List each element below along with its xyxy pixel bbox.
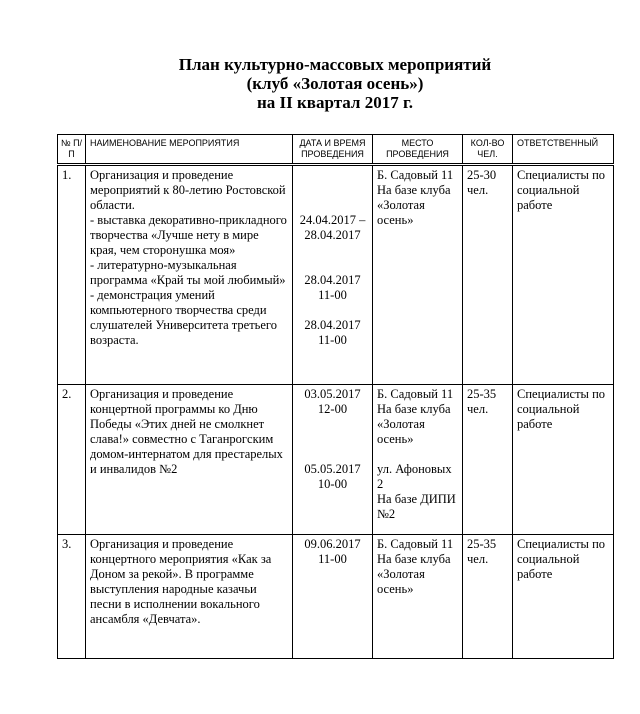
event-date: 28.04.2017 [304,318,361,332]
event-date: 09.06.2017 [304,537,361,551]
event-subitem: - демонстрация умений компьютерного творчества среди слушателей Университета третьего возраста. [90,288,277,347]
event-dates [293,385,373,535]
event-name [86,165,293,385]
event-dates [293,165,373,385]
event-date: 03.05.2017 [304,387,361,401]
event-place-alt-base: На базе ДИПИ №2 [377,492,456,521]
event-name: Организация и проведение концертной программы ко Дню Победы «Этих дней не смолкнет слава!» совместно с Таганрогским домом-интернатом для престарелых и инвалидов №2 [86,385,293,535]
table-header-row [58,135,614,165]
row-number: 1. [58,165,86,385]
event-dates [293,535,373,659]
document-title [0,55,640,112]
event-count: 25-30 чел. [463,165,513,385]
event-time: 11-00 [318,288,347,302]
header-name: НАИМЕНОВАНИЕ МЕРОПРИЯТИЯ [86,135,293,165]
event-place [373,385,463,535]
event-date: 05.05.2017 [304,462,361,476]
event-date: 28.04.2017 [304,228,361,242]
row-number: 3. [58,535,86,659]
event-time: 11-00 [318,552,347,566]
event-place-main: Б. Садовый 11 На базе клуба «Золотая осень» [377,387,454,446]
header-num: № П/П [58,135,86,165]
table-row [58,165,614,385]
event-responsible: Специалисты по социальной работе [513,385,614,535]
header-place: МЕСТО ПРОВЕДЕНИЯ [373,135,463,165]
events-table [57,134,614,659]
event-subitem: - выставка декоративно-прикладного творчества «Лучше нету в мире края, чем сторонушка моя» [90,213,287,257]
header-count: КОЛ-ВО ЧЕЛ. [463,135,513,165]
event-date: 28.04.2017 [304,273,361,287]
title-line-1: План культурно-массовых мероприятий [178,55,492,74]
event-subitem: - литературно-музыкальная программа «Край ты мой любимый» [90,258,286,287]
event-responsible: Специалисты по социальной работе [513,535,614,659]
header-date: ДАТА И ВРЕМЯ ПРОВЕДЕНИЯ [293,135,373,165]
event-intro: Организация и проведение мероприятий к 80-летию Ростовской области. [90,168,286,212]
event-place: Б. Садовый 11 На базе клуба «Золотая осень» [373,535,463,659]
title-line-2: (клуб «Золотая осень») [246,74,424,93]
event-time: 10-00 [317,477,348,491]
event-responsible: Специалисты по социальной работе [513,165,614,385]
table-row [58,385,614,535]
row-number: 2. [58,385,86,535]
event-time: 11-00 [318,333,347,347]
event-count: 25-35 чел. [463,385,513,535]
event-place-alt: ул. Афоновых 2 [377,462,452,491]
event-name: Организация и проведение концертного мероприятия «Как за Доном за рекой». В программе выступления народные казачьи песни в исполнении вокального ансамбля «Девчата». [86,535,293,659]
event-place: Б. Садовый 11 На базе клуба «Золотая осень» [373,165,463,385]
header-responsible: ОТВЕТСТВЕННЫЙ [513,135,614,165]
table-row [58,535,614,659]
event-count: 25-35 чел. [463,535,513,659]
event-date: 24.04.2017 – [299,213,366,227]
event-time: 12-00 [317,402,348,416]
title-line-3: на II квартал 2017 г. [256,93,414,112]
